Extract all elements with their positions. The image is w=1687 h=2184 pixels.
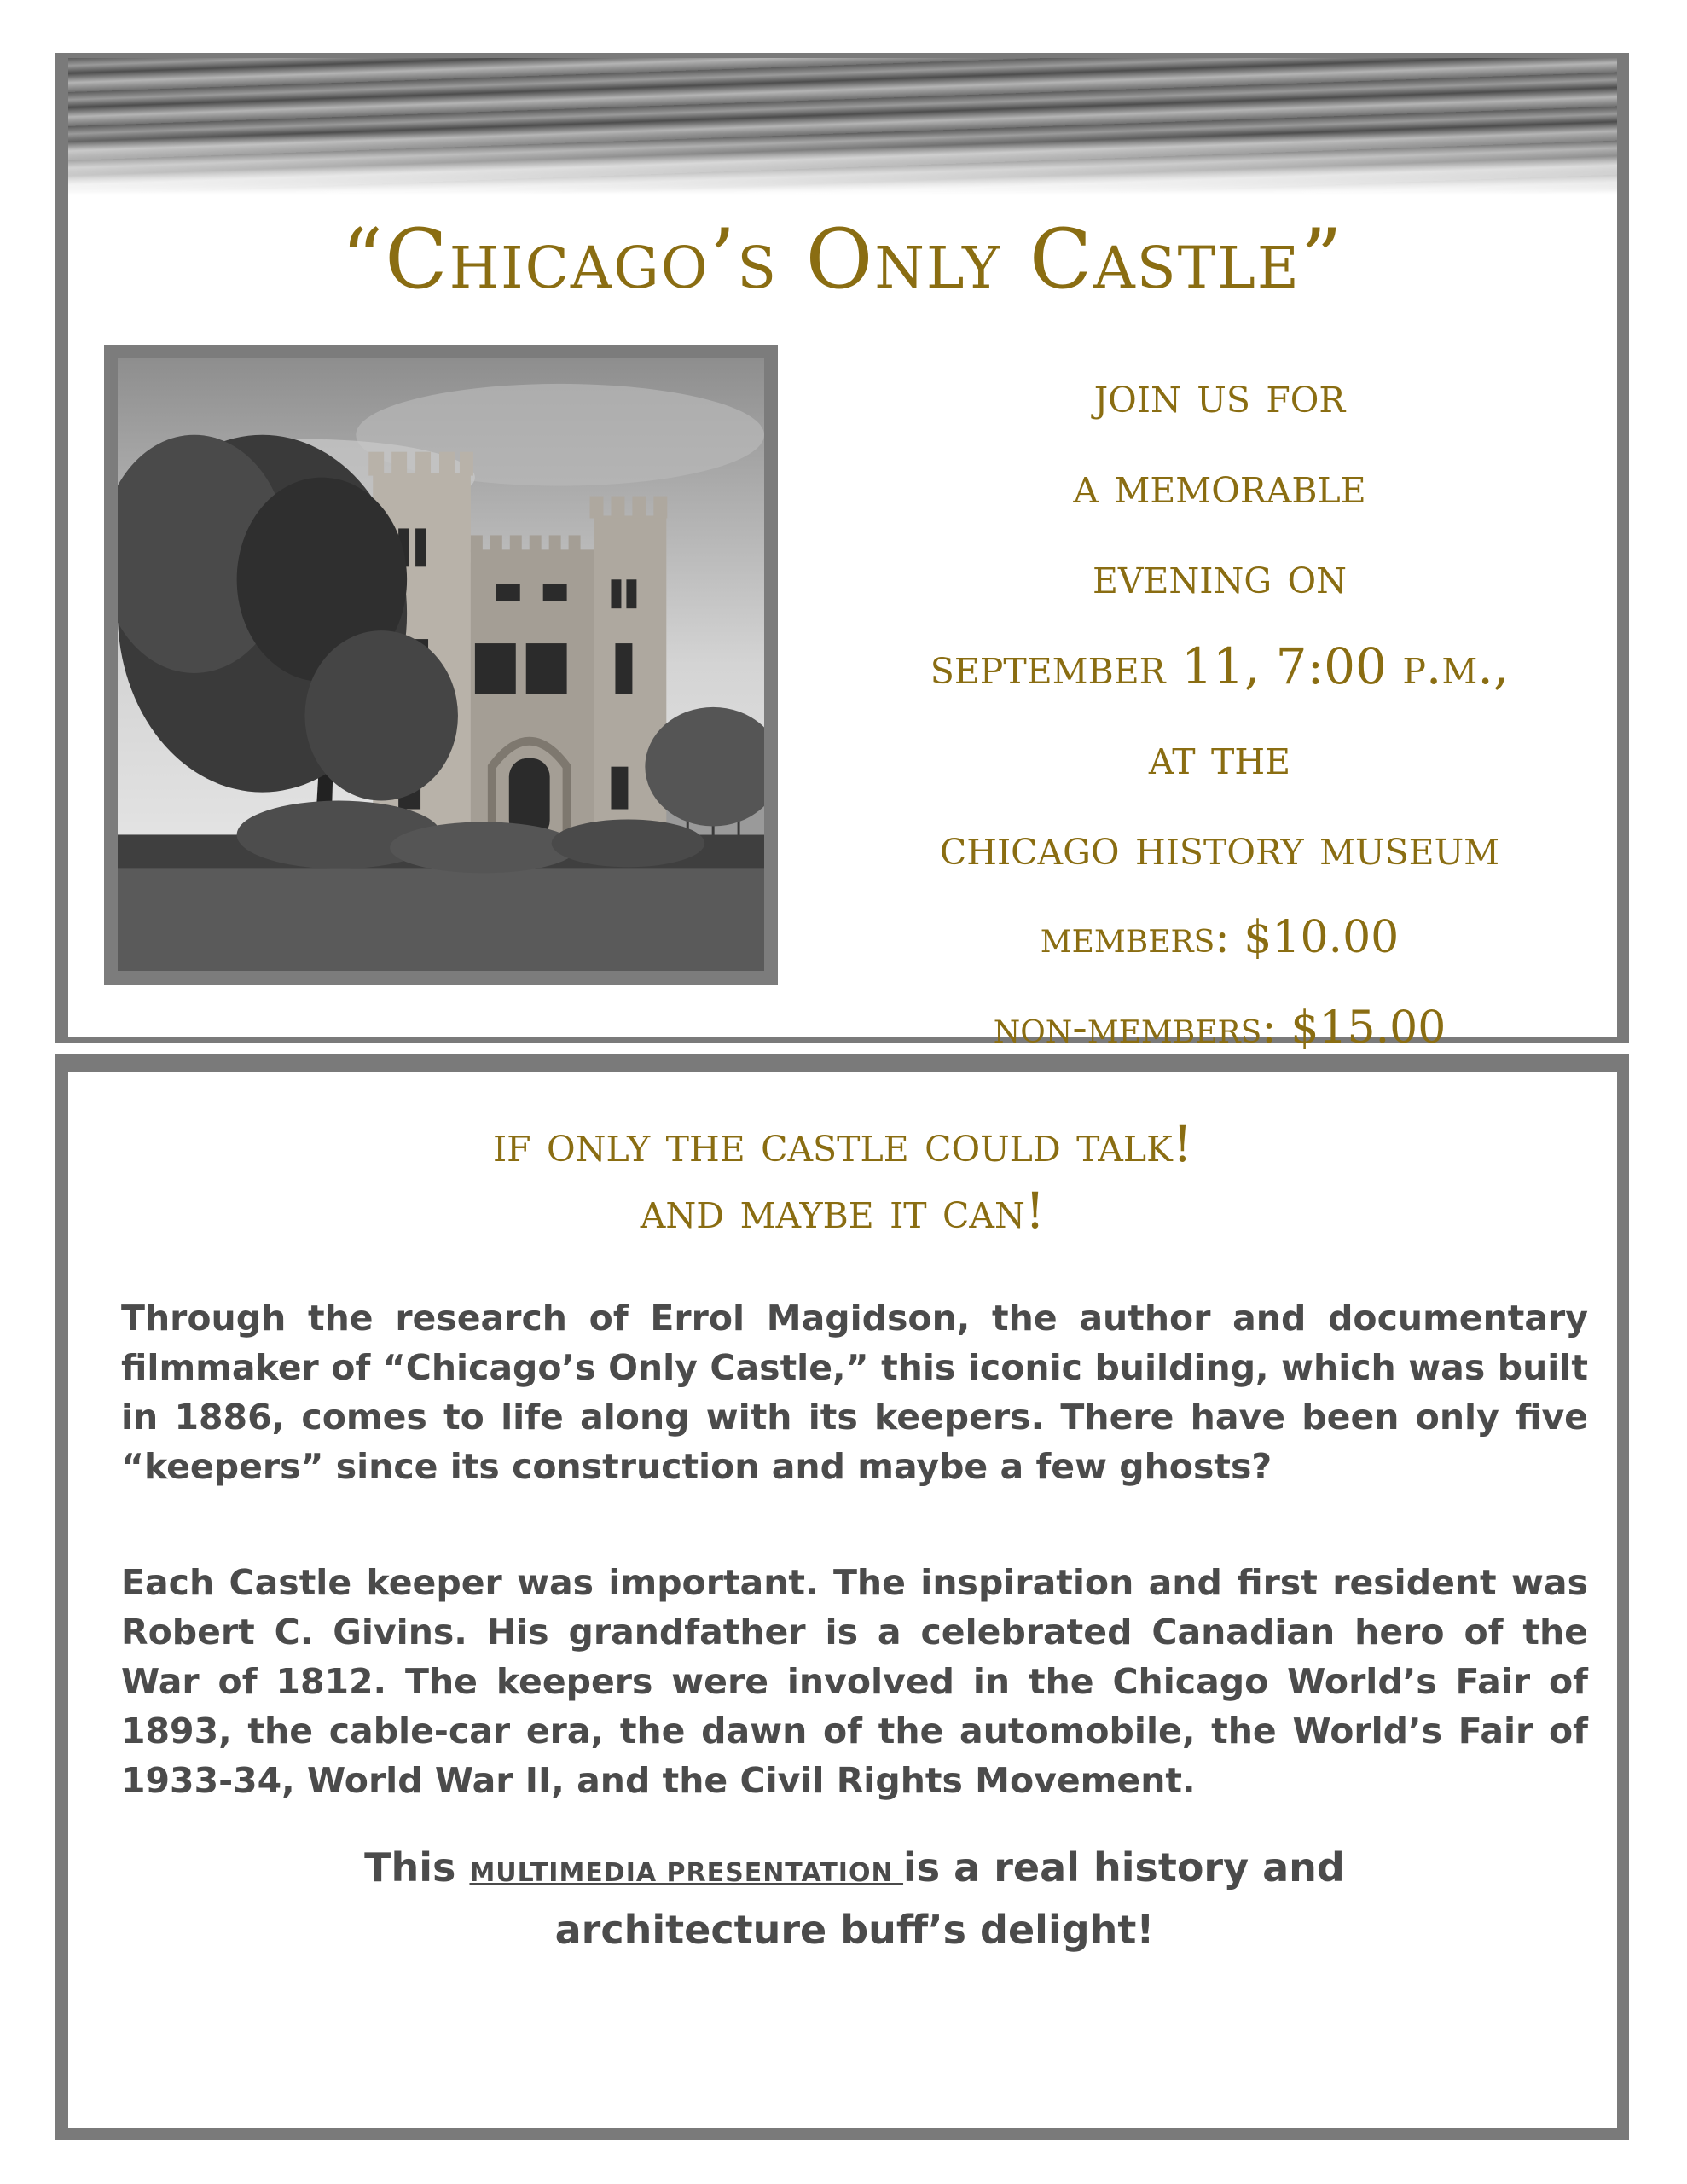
description-paragraph: Through the research of Errol Magidson, the author and documentary filmmaker of “Chicago’s Only Castle,” this iconic building, which was built in 1886, comes to life along with its keepers. There have been only five “keepers” since its construction and maybe a few ghosts? — [121, 1298, 1588, 1487]
price-non-members: non-members: $15.00 — [993, 1002, 1446, 1054]
history-paragraph: Each Castle keeper was important. The inspiration and first resident was Robert C. Givins. His grandfather is a celebrated Canadian hero of the War of 1812. The keepers were involved in the Chicago World’s Fair of 1893, the cable-car era, the dawn of the automobile, the World’s Fair of 1933-34, World War II, and the Civil Rights Movement. — [121, 1562, 1588, 1801]
closing-line-2: architecture buff’s delight! — [554, 1907, 1155, 1953]
headline-line: and maybe it can! — [640, 1182, 1046, 1240]
invite-line: a memorable — [1073, 456, 1366, 514]
page-title: “Chicago’s Only Castle” — [341, 212, 1344, 307]
invite-line: evening on — [1092, 547, 1348, 605]
invite-line: at the — [1148, 728, 1291, 786]
castle-photo — [104, 345, 778, 985]
sky-banner-image — [68, 58, 1617, 195]
multimedia-presentation-text: MULTIMEDIA PRESENTATION — [469, 1858, 904, 1888]
invite-date: september 11, 7:00 p.m., — [930, 637, 1510, 695]
castle-image — [118, 358, 764, 971]
top-panel — [55, 53, 1629, 1054]
invite-venue: chicago history museum — [939, 818, 1500, 876]
closing-statement — [121, 1839, 1588, 1958]
headline-line: if only the castle could talk! — [492, 1115, 1193, 1173]
headline — [68, 1111, 1617, 1244]
closing-suffix: is a real history and — [903, 1844, 1345, 1891]
invite-line: join us for — [1093, 366, 1346, 424]
closing-prefix: This — [364, 1844, 470, 1891]
bottom-panel — [55, 1054, 1629, 2140]
price-members: members: $10.00 — [1040, 912, 1400, 963]
invitation-details — [819, 350, 1620, 1073]
